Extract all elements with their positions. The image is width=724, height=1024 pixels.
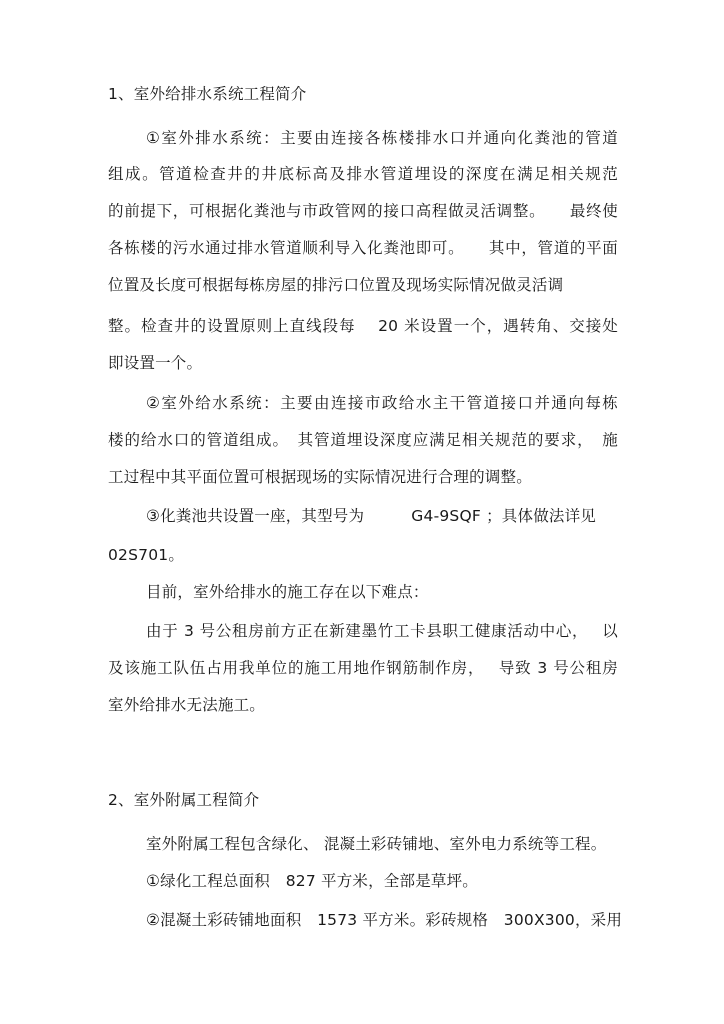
paragraph-line: 室外附属工程包含绿化、 混凝土彩砖铺地、室外电力系统等工程。 <box>146 835 607 853</box>
section-2-heading: 2、室外附属工程简介 <box>108 791 260 809</box>
paragraph-line: 由于 3 号公租房前方正在新建墨竹工卡县职工健康活动中心， 以 <box>146 622 618 640</box>
section-1-heading: 1、室外给排水系统工程简介 <box>108 85 307 103</box>
paragraph-line: 室外给排水无法施工。 <box>108 696 266 714</box>
paragraph-line: ①室外排水系统：主要由连接各栋楼排水口并通向化粪池的管道 <box>146 129 618 147</box>
paragraph-line: 及该施工队伍占用我单位的施工用地作钢筋制作房， 导致 3 号公租房 <box>108 659 618 677</box>
paragraph-line: 即设置一个。 <box>108 354 203 372</box>
paragraph-line: 位置及长度可根据每栋房屋的排污口位置及现场实际情况做灵活调 <box>108 276 564 294</box>
paragraph-line: 整。检查井的设置原则上直线段每 20 米设置一个，遇转角、交接处 <box>108 317 618 335</box>
paragraph-line: ③化粪池共设置一座，其型号为 G4-9SQF ；具体做法详见 <box>146 507 597 525</box>
paragraph-line: 各栋楼的污水通过排水管道顺利导入化粪池即可。 其中，管道的平面 <box>108 239 618 257</box>
paragraph-line: 的前提下，可根据化粪池与市政管网的接口高程做灵活调整。 最终使 <box>108 202 618 220</box>
paragraph-line: 组成。管道检查井的井底标高及排水管道埋设的深度在满足相关规范 <box>108 165 618 183</box>
paragraph-line: ②混凝土彩砖铺地面积 1573 平方米。彩砖规格 300X300，采用 <box>146 911 623 929</box>
paragraph-line: 目前，室外给排水的施工存在以下难点： <box>146 583 429 601</box>
paragraph-line: 工过程中其平面位置可根据现场的实际情况进行合理的调整。 <box>108 468 532 486</box>
paragraph-line: ①绿化工程总面积 827 平方米，全部是草坪。 <box>146 872 479 890</box>
paragraph-line: ②室外给水系统：主要由连接市政给水主干管道接口并通向每栋 <box>146 394 618 412</box>
paragraph-line: 楼的给水口的管道组成。 其管道埋设深度应满足相关规范的要求， 施 <box>108 431 618 449</box>
paragraph-line: 02S701。 <box>108 546 185 564</box>
